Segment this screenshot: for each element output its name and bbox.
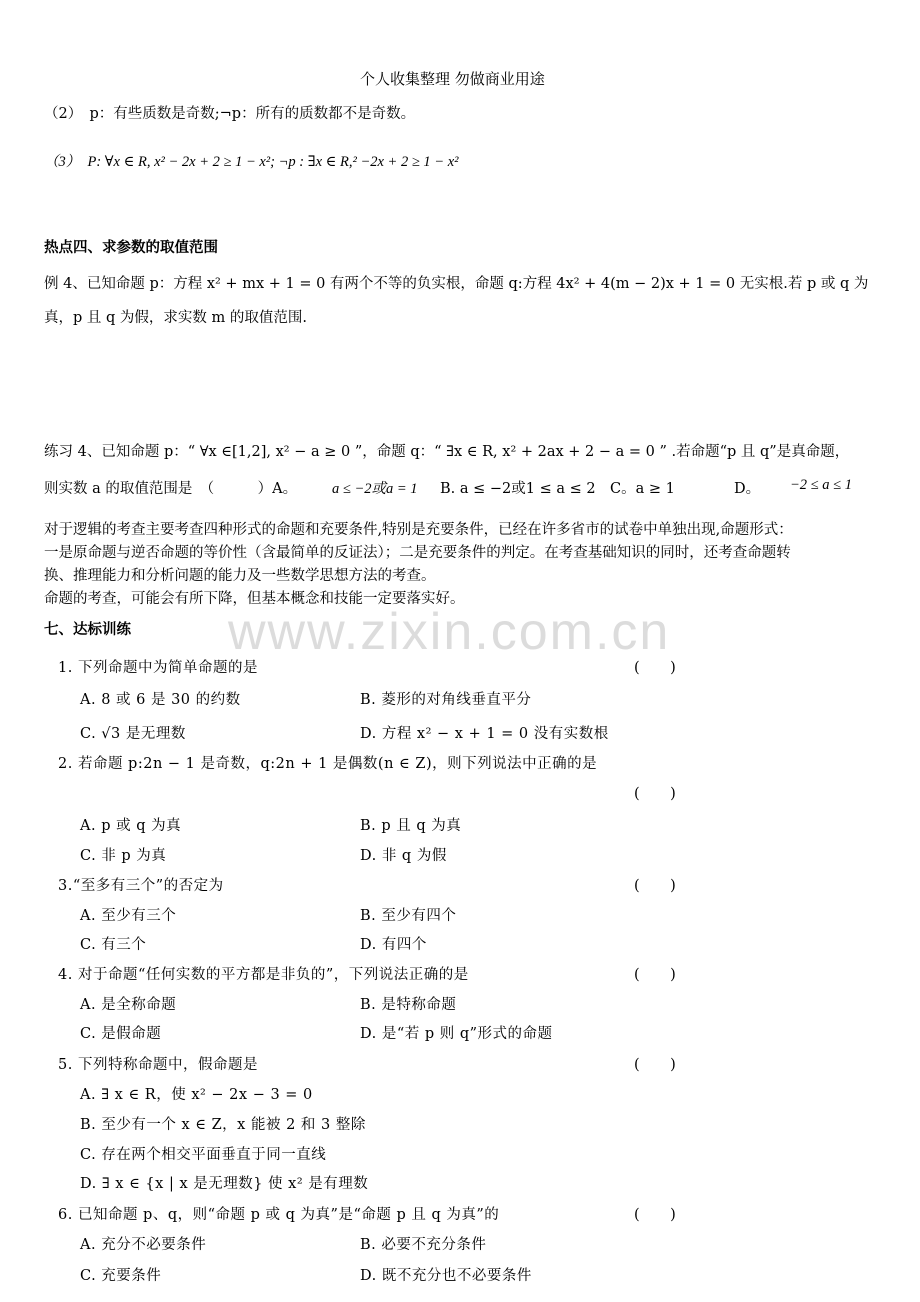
practice-4-line-2: 则实数 a 的取值范围是 （ ）A。 <box>44 481 298 497</box>
section-heading-hot4: 热点四、求参数的取值范围 <box>44 240 218 256</box>
question-2-option-a: A. p 或 q 为真 <box>80 818 182 834</box>
question-2-answer-blank: ( ) <box>634 786 677 802</box>
question-1-option-d: D. 方程 x² − x + 1 = 0 没有实数根 <box>360 726 609 742</box>
question-5-option-d: D. ∃ x ∈ {x | x 是无理数} 使 x² 是有理数 <box>80 1176 369 1192</box>
practice-4-option-b: B. a ≤ −2或1 ≤ a ≤ 2 <box>440 481 596 497</box>
section-heading-7: 七、达标训练 <box>44 622 131 638</box>
paragraph-line-2: 一是原命题与逆否命题的等价性（含最简单的反证法）；二是充要条件的判定。在考查基础知识的同时，还考查命题转 <box>44 545 791 561</box>
question-3-option-c: C. 有三个 <box>80 937 147 953</box>
question-6-option-d: D. 既不充分也不必要条件 <box>360 1268 532 1284</box>
page-header: 个人收集整理 勿做商业用途 <box>360 70 545 88</box>
question-6-option-c: C. 充要条件 <box>80 1268 162 1284</box>
question-3-option-a: A. 至少有三个 <box>80 908 177 924</box>
question-6-option-b: B. 必要不充分条件 <box>360 1237 487 1253</box>
question-5-stem: 5. 下列特称命题中，假命题是 <box>58 1057 258 1073</box>
question-6-answer-blank: ( ) <box>634 1207 677 1223</box>
line-item-3: （3） P: ∀x ∈ R, x² − 2x + 2 ≥ 1 − x²; ¬p : ∃x ∈ R,² −2x + 2 ≥ 1 − x² <box>44 154 459 170</box>
question-1-answer-blank: ( ) <box>634 660 677 676</box>
practice-4-line-1: 练习 4、已知命题 p：“ ∀x ∈[1,2], x² − a ≥ 0 ”，命题 q：“ ∃x ∈ R, x² + 2ax + 2 − a = 0 ” .若命题“p 且 q”是真命题， <box>44 444 850 460</box>
question-3-answer-blank: ( ) <box>634 878 677 894</box>
example-4-line-1: 例 4、已知命题 p：方程 x² + mx + 1 = 0 有两个不等的负实根，命题 q:方程 4x² + 4(m − 2)x + 1 = 0 无实根.若 p 或 q 为 <box>44 276 869 292</box>
question-5-option-b: B. 至少有一个 x ∈ Z，x 能被 2 和 3 整除 <box>80 1117 366 1133</box>
example-4-line-2: 真，p 且 q 为假，求实数 m 的取值范围. <box>44 310 307 326</box>
practice-4-option-a: a ≤ −2或a = 1 <box>332 481 418 497</box>
question-6-option-a: A. 充分不必要条件 <box>80 1237 207 1253</box>
paragraph-line-1: 对于逻辑的考查主要考查四种形式的命题和充要条件,特别是充要条件，已经在许多省市的试卷中单独出现,命题形式： <box>44 522 793 538</box>
question-2-option-c: C. 非 p 为真 <box>80 848 167 864</box>
question-3-option-d: D. 有四个 <box>360 937 427 953</box>
question-4-answer-blank: ( ) <box>634 967 677 983</box>
question-4-stem: 4. 对于命题“任何实数的平方都是非负的”，下列说法正确的是 <box>58 967 469 983</box>
question-4-option-b: B. 是特称命题 <box>360 997 457 1013</box>
question-5-option-c: C. 存在两个相交平面垂直于同一直线 <box>80 1147 327 1163</box>
question-1-option-b: B. 菱形的对角线垂直平分 <box>360 692 532 708</box>
question-3-stem: 3.“至多有三个”的否定为 <box>58 878 224 894</box>
paragraph-line-3: 换、推理能力和分析问题的能力及一些数学思想方法的考查。 <box>44 568 436 584</box>
question-1-option-c: C. √3 是无理数 <box>80 726 186 742</box>
question-4-option-c: C. 是假命题 <box>80 1026 162 1042</box>
question-5-answer-blank: ( ) <box>634 1057 677 1073</box>
question-4-option-a: A. 是全称命题 <box>80 997 177 1013</box>
question-4-option-d: D. 是“若 p 则 q”形式的命题 <box>360 1026 553 1042</box>
practice-4-option-d: −2 ≤ a ≤ 1 <box>790 477 852 493</box>
question-5-option-a: A. ∃ x ∈ R，使 x² − 2x − 3 = 0 <box>80 1087 313 1103</box>
paragraph-line-4: 命题的考查，可能会有所下降，但基本概念和技能一定要落实好。 <box>44 591 465 607</box>
question-1-option-a: A. 8 或 6 是 30 的约数 <box>80 692 241 708</box>
question-2-option-b: B. p 且 q 为真 <box>360 818 462 834</box>
question-2-option-d: D. 非 q 为假 <box>360 848 447 864</box>
practice-4-option-c: C。a ≥ 1 <box>610 481 675 497</box>
question-3-option-b: B. 至少有四个 <box>360 908 457 924</box>
watermark: www.zixin.com.cn <box>228 603 671 661</box>
question-1-stem: 1. 下列命题中为简单命题的是 <box>58 660 258 676</box>
practice-4-option-d-label: D。 <box>734 481 761 497</box>
line-item-2: （2） p：有些质数是奇数;¬p：所有的质数都不是奇数。 <box>44 106 416 122</box>
question-6-stem: 6. 已知命题 p、q，则“命题 p 或 q 为真”是“命题 p 且 q 为真”的 <box>58 1207 500 1223</box>
question-2-stem: 2. 若命题 p:2n − 1 是奇数，q:2n + 1 是偶数(n ∈ Z)，则下列说法中正确的是 <box>58 756 598 772</box>
